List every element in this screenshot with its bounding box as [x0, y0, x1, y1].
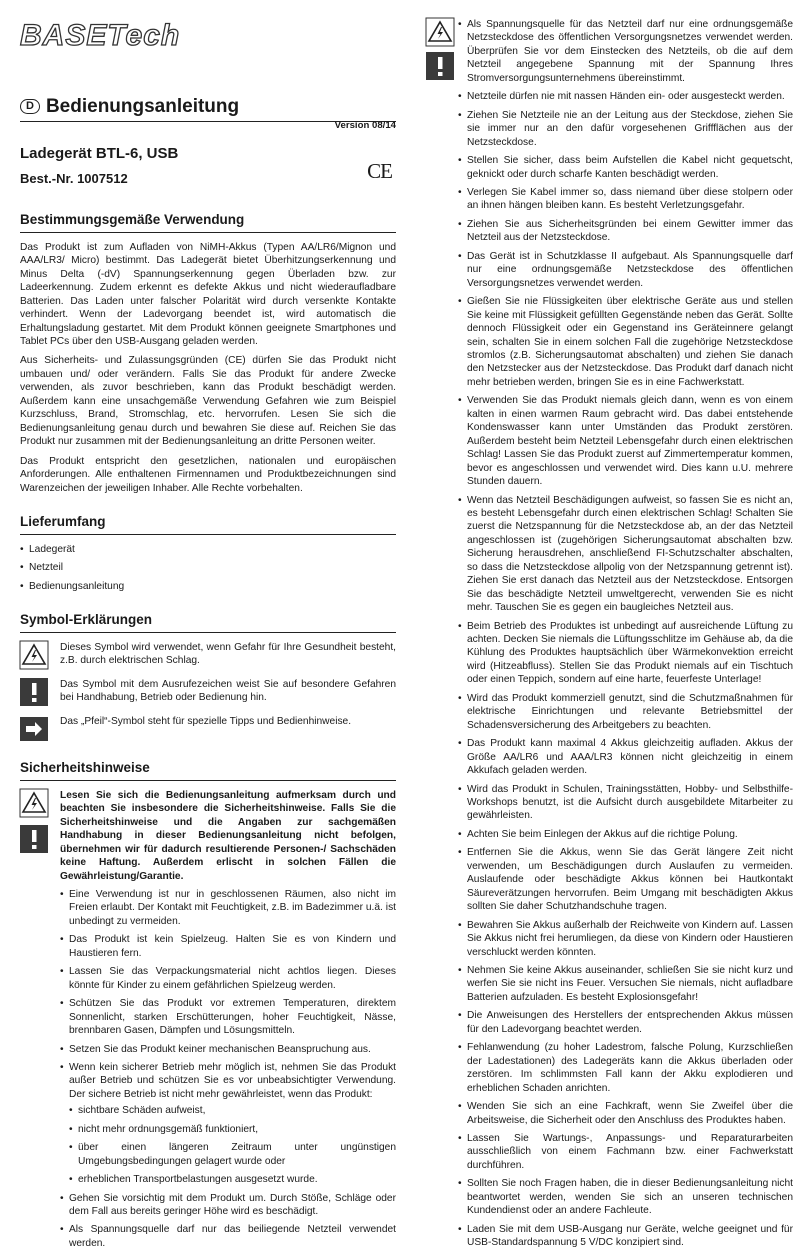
list-item: • Ziehen Sie aus Sicherheitsgründen bei einem Gewitter immer das Netzteil aus der Netzsteckdose. [458, 218, 793, 245]
list-item: • Fehlanwendung (zu hoher Ladestrom, falsche Polung, Kurzschließen der Ladestationen) des Ladegeräts kann die Akkus überladen oder zerstören. Im schlimmsten Fall kann der Akku explodieren und erheblichen Schaden anrichten. [458, 1041, 793, 1095]
product-block [20, 144, 396, 187]
symbol-row [20, 641, 396, 669]
lightning-warning-icon [426, 18, 454, 46]
safety-list [60, 888, 396, 1250]
list-item: • Als Spannungsquelle für das Netzteil darf nur eine ordnungsgemäße Netzsteckdose des öffentlichen Versorgungsnetzes verwendet werden. Überprüfen Sie vor dem Einstecken des Netzteils, ob die auf dem Netzteil angegebene Spannung mit der Spannung Ihres Stromversorgungsunternehmens übereinstimmt. [458, 18, 793, 85]
language-badge: D [20, 99, 40, 114]
product-name: Ladegerät BTL-6, USB [20, 145, 179, 163]
exclamation-icon [20, 678, 48, 706]
document-title: Bedienungsanleitung [45, 96, 240, 117]
list-item: • Beim Betrieb des Produktes ist unbedingt auf ausreichende Lüftung zu achten. Decken Sie niemals die Lüftungsschlitze im Gehäuse ab, da die Kühlung des Produktes hauptsächlich über Wärmekonvektion erreicht wird (Hitzeabfluss). Stellen Sie das Produkt niemals auf ein Tischtuch oder einen Teppich, sondern auf eine harte, feuerfeste Unterlage! [458, 620, 793, 687]
list-item: • Bewahren Sie Akkus außerhalb der Reichweite von Kindern auf. Lassen Sie Akkus nicht frei herumliegen, da diese von Kindern oder Haustieren verschluckt werden könnten. [458, 919, 793, 959]
intended-use-paragraph: Das Produkt entspricht den gesetzlichen, nationalen und europäischen Anforderungen. Alle enthaltenen Firmennamen und Produktbezeichnungen sind Warenzeichen der jeweiligen Inhaber. Alle Rechte vorbehalten. [20, 455, 396, 494]
list-item: • Lassen Sie Wartungs-, Anpassungs- und Reparaturarbeiten ausschließlich von einem Fachmann bzw. einer Fachwerkstatt durchführen. [458, 1132, 793, 1172]
list-item: • Nehmen Sie keine Akkus auseinander, schließen Sie sie nicht kurz und werfen Sie sie nicht ins Feuer. Versuchen Sie niemals, nicht aufladbare Batterien aufzuladen. Es besteht Explosionsgefahr! [458, 964, 793, 1004]
list-item: • Wenden Sie sich an eine Fachkraft, wenn Sie Zweifel über die Arbeitsweise, die Sicherheit oder den Anschluss des Produktes haben. [458, 1100, 793, 1127]
list-item: • Das Gerät ist in Schutzklasse II aufgebaut. Als Spannungsquelle darf nur eine ordnungsgemäße Netzsteckdose des öffentlichen Versorgungsnetzes verwendet werden. [458, 250, 793, 290]
condition-list [69, 1104, 396, 1186]
list-item: • Bedienungsanleitung [20, 580, 396, 593]
right-column [428, 18, 793, 1255]
intended-use-heading: Bestimmungsgemäße Verwendung [20, 211, 396, 233]
safety-intro: Lesen Sie sich die Bedienungsanleitung aufmerksam durch und beachten Sie insbesondere die Sicherheitshinweise. Falls Sie die Sicherheitshinweise und die Angaben zur sachgemäßen Handhabung in dieser Bedienungsanleitung nicht befolgen, übernehmen wir für dadurch resultierende Personen-/ Sachschäden keine Haftung. Außerdem erlischt in solchen Fällen die Gewährleistung/Garantie. [60, 789, 396, 882]
list-item: • Stellen Sie sicher, dass beim Aufstellen die Kabel nicht gequetscht, geknickt oder durch scharfe Kanten beschädigt werden. [458, 154, 793, 181]
list-item: • Netzteil [20, 561, 396, 574]
list-item: • Verlegen Sie Kabel immer so, dass niemand über diese stolpern oder an ihnen hängen bleiben kann. Es besteht Verletzungsgefahr. [458, 186, 793, 213]
symbol-description: Das „Pfeil“-Symbol steht für spezielle Tipps und Bedienhinweise. [60, 715, 352, 727]
list-item: • Wenn das Netzteil Beschädigungen aufweist, so fassen Sie es nicht an, es besteht Lebensgefahr durch einen elektrischen Schlag! Schalten Sie zuerst die Netzspannung für die Netzsteckdose ab, an der das Netzteil angeschlossen ist (zugehörigen Sicherungsautomat abschalten bzw. Sicherung herausdrehen, anschließend FI-Schutzschalter abschalten, so dass die Netzsteckdose allpolig von der Netzspannung getrennt ist). Ziehen Sie erst danach das Netzteil aus der Netzsteckdose. Entsorgen Sie das beschädigte Netzteil umweltgerecht, verwenden Sie es nicht mehr. Tauschen Sie es gegen ein baugleiches Netzteil aus. [458, 494, 793, 615]
list-item: • Sollten Sie noch Fragen haben, die in dieser Bedienungsanleitung nicht beantwortet werden, wenden Sie sich an unseren technischen Kundendienst oder an andere Fachleute. [458, 1177, 793, 1217]
symbol-row [20, 715, 396, 743]
order-number: Best.-Nr. 1007512 [20, 170, 128, 186]
intended-use-paragraph: Das Produkt ist zum Aufladen von NiMH-Akkus (Typen AA/LR6/Mignon und AAA/LR3/ Micro) bestimmt. Das Ladegerät bietet Überhitzungserkennung und Minus Delta (-dV) Spannungserkennung gegen Überladen bzw. zur Ladeerkennung. Zudem erkennt es defekte Akkus und nicht wiederaufladbare Batterien. Das Laden unter falscher Polarität wird durch versenkte Kontakte verhindert. Wenn der Ladevorgang beendet ist, wird automatisch die Erhaltungsladung gestartet. Mit dem Produkt können geeignete Smartphones und Tablet PCs über den USB-Ausgang geladen werden. [20, 241, 396, 348]
exclamation-icon [426, 52, 454, 80]
list-item: • Eine Verwendung ist nur in geschlossenen Räumen, also nicht im Freien erlaubt. Der Kontakt mit Feuchtigkeit, z.B. im Badezimmer u.ä. ist unbedingt zu vermeiden. [60, 888, 396, 928]
ce-mark: CE [367, 159, 392, 184]
title-bar [20, 94, 396, 131]
left-column [20, 18, 396, 1255]
list-item: • Wird das Produkt in Schulen, Trainingsstätten, Hobby- und Selbsthilfe-Workshops benutzt, ist die Aufsicht durch ausgebildete Mitarbeiter zu gewährleisten. [458, 783, 793, 823]
list-item: • Laden Sie mit dem USB-Ausgang nur Geräte, welche geeignet und für USB-Standardspannung 5 V/DC konzipiert sind. [458, 1223, 793, 1250]
arrow-icon [20, 715, 48, 743]
symbols-heading: Symbol-Erklärungen [20, 611, 396, 633]
list-item: • Das Produkt ist kein Spielzeug. Halten Sie es von Kindern und Haustieren fern. [60, 933, 396, 960]
symbol-description: Das Symbol mit dem Ausrufezeichen weist Sie auf besondere Gefahren bei Handhabung, Betrieb oder Bedienung hin. [60, 678, 396, 704]
intended-use-paragraph: Aus Sicherheits- und Zulassungsgründen (CE) dürfen Sie das Produkt nicht umbauen und/ oder verändern. Falls Sie das Produkt für andere Zwecke verwenden, als zuvor beschrieben, kann das Produkt beschädigt werden. Außerdem kann eine unsachgemäße Verwendung Gefahren wie zum Beispiel Kurzschluss, Brand, Stromschlag, etc. hervorrufen. Lesen Sie sich die Bedienungsanleitung genau durch und bewahren Sie diese auf. Reichen Sie das Produkt nur zusammen mit der Bedienungsanleitung an dritte Personen weiter. [20, 355, 396, 448]
list-item: • Schützen Sie das Produkt vor extremen Temperaturen, direktem Sonnenlicht, starken Erschütterungen, hoher Feuchtigkeit, Nässe, brennbaren Gasen, Dämpfen und Lösungsmitteln. [60, 997, 396, 1037]
lightning-warning-icon [20, 789, 48, 817]
intended-use-section [20, 211, 396, 495]
list-item-text: Wenn kein sicherer Betrieb mehr möglich ist, nehmen Sie das Produkt außer Betrieb und schützen Sie es vor unbeabsichtigter Verwendung. Der sichere Betrieb ist nicht mehr gewährleistet, wenn das Produkt: [69, 1061, 396, 1100]
list-item: • Als Spannungsquelle darf nur das beiliegende Netzteil verwendet werden. [60, 1223, 396, 1250]
list-item: • Wird das Produkt kommerziell genutzt, sind die Schutzmaßnahmen für elektrische Einrichtungen und relevante Betriebsmittel der Schadensversicherung des Arbeitgebers zu beachten. [458, 692, 793, 732]
list-item: • Setzen Sie das Produkt keiner mechanischen Beanspruchung aus. [60, 1043, 396, 1056]
safety-list-continued [458, 18, 793, 1250]
safety-section [20, 759, 396, 1255]
exclamation-icon [20, 825, 48, 853]
condition-item: • erheblichen Transportbelastungen ausgesetzt wurde. [69, 1173, 396, 1186]
list-item: • Netzteile dürfen nie mit nassen Händen ein- oder ausgesteckt werden. [458, 90, 793, 103]
list-item: • Achten Sie beim Einlegen der Akkus auf die richtige Polung. [458, 828, 793, 841]
safety-heading: Sicherheitshinweise [20, 759, 396, 781]
list-item: • Die Anweisungen des Herstellers der entsprechenden Akkus müssen für den Ladevorgang beachtet werden. [458, 1009, 793, 1036]
condition-item: • sichtbare Schäden aufweist, [69, 1104, 396, 1117]
delivery-list [20, 543, 396, 593]
version-label: Version 08/14 [334, 120, 396, 131]
list-item: • Ziehen Sie Netzteile nie an der Leitung aus der Steckdose, ziehen Sie sie immer nur an den dafür vorgesehenen Griffflächen aus der Netzsteckdose. [458, 109, 793, 149]
symbol-description: Dieses Symbol wird verwendet, wenn Gefahr für Ihre Gesundheit besteht, z.B. durch elektrischen Schlag. [60, 641, 396, 667]
list-item [60, 1061, 396, 1187]
delivery-section [20, 513, 396, 593]
condition-item: • nicht mehr ordnungsgemäß funktioniert, [69, 1123, 396, 1136]
list-item: • Entfernen Sie die Akkus, wenn Sie das Gerät längere Zeit nicht verwenden, um Beschädigungen durch Auslaufen zu vermeiden. Auslaufende oder beschädigte Akkus können bei Hautkontakt Säureverätzungen hervorrufen. Beim Umgang mit beschädigten Akkus sollten Sie daher Schutzhandschuhe tragen. [458, 846, 793, 913]
lightning-warning-icon [20, 641, 48, 669]
list-item: • Das Produkt kann maximal 4 Akkus gleichzeitig aufladen. Akkus der Größe AA/LR6 und AAA/LR3 können nicht gleichzeitig in einem Akkufach geladen werden. [458, 737, 793, 777]
list-item: • Lassen Sie das Verpackungsmaterial nicht achtlos liegen. Dieses könnte für Kinder zu einem gefährlichen Spielzeug werden. [60, 965, 396, 992]
symbols-section [20, 611, 396, 743]
list-item: • Gehen Sie vorsichtig mit dem Produkt um. Durch Stöße, Schläge oder dem Fall aus bereits geringer Höhe wird es beschädigt. [60, 1192, 396, 1219]
condition-item: • über einen längeren Zeitraum unter ungünstigen Umgebungsbedingungen gelagert wurde oder [69, 1141, 396, 1168]
basetech-logo: BASETech [20, 19, 181, 52]
delivery-heading: Lieferumfang [20, 513, 396, 535]
list-item: • Verwenden Sie das Produkt niemals gleich dann, wenn es von einem kalten in einen warmen Raum gebracht wird. Das dabei entstehende Kondenswasser kann unter Umständen das Produkt zerstören. Außerdem besteht beim Netzteil Lebensgefahr durch einen elektrischen Schlag! Lassen Sie das Produkt zuerst auf Zimmertemperatur kommen, bevor es angeschlossen und verwendet wird. Dies kann u.U. mehrere Stunden dauern. [458, 394, 793, 488]
symbol-row [20, 678, 396, 706]
list-item: • Gießen Sie nie Flüssigkeiten über elektrische Geräte aus und stellen Sie keine mit Flüssigkeit gefüllten Gegenstände neben das Gerät. Sollte dennoch Flüssigkeit oder ein Gegenstand ins Geräteinnere gelangt sein, schalten Sie in einem solchen Fall die zugehörige Netzsteckdose stromlos (z.B. Sicherungsautomat abschalten) und ziehen Sie danach den Netzstecker aus der Netzsteckdose. Das Produkt darf danach nicht mehr betrieben werden, bringen Sie es in eine Fachwerkstatt. [458, 295, 793, 389]
list-item: • Ladegerät [20, 543, 396, 556]
